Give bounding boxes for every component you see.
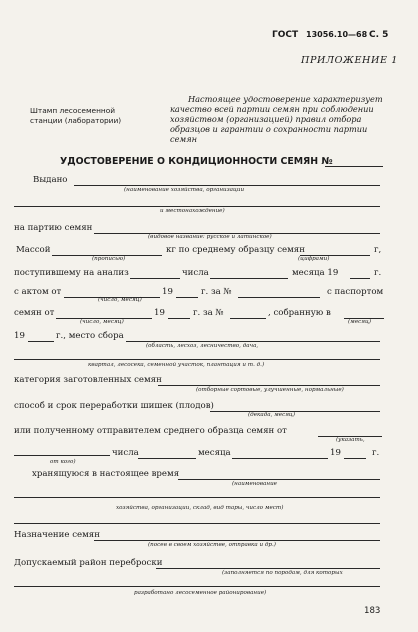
purpose-field[interactable] xyxy=(94,540,380,541)
passport-date-hint: (число, месяц) xyxy=(80,319,124,325)
method-label: способ и срок переработки шишек (плодов) xyxy=(14,401,214,411)
day-label: числа xyxy=(182,268,209,278)
category-field[interactable] xyxy=(158,385,380,386)
intro-line: семян xyxy=(170,134,198,144)
sample-year-field[interactable] xyxy=(344,458,366,459)
act-date-hint: (число, месяц) xyxy=(98,297,142,303)
category-hint: (отборные сортовые, улучшенные, нормальные) xyxy=(196,387,344,393)
indicate-hint: (указать, xyxy=(336,437,365,443)
document-title: УДОСТОВЕРЕНИЕ О КОНДИЦИОННОСТИ СЕМЯН № xyxy=(60,156,333,167)
page-number: 183 xyxy=(364,606,381,616)
intro-line: Настоящее удостоверение характеризует xyxy=(188,94,383,104)
place-field[interactable] xyxy=(126,341,380,342)
place-label: г., место сбора xyxy=(56,331,124,341)
year-suffix-2: г. xyxy=(372,448,380,458)
kg-label: кг по среднему образцу семян xyxy=(166,245,305,255)
location-field[interactable] xyxy=(14,206,380,207)
district-hint: (заполняется по породам, для которых xyxy=(222,570,343,576)
day-label-2: числа xyxy=(112,448,139,458)
seeds-from-label: семян от xyxy=(14,308,55,318)
month-hint: (месяц) xyxy=(348,319,372,325)
certificate-number-field[interactable] xyxy=(325,166,383,167)
passport-year-prefix: 19 xyxy=(154,308,165,318)
quarter-hint: квартал, лесосека, семенной участок, плантация и т. д.) xyxy=(88,362,265,368)
quarter-field[interactable] xyxy=(14,359,380,360)
year-prefix-2: 19 xyxy=(330,448,341,458)
collected-label: , собранную в xyxy=(268,308,331,318)
passport-number-field[interactable] xyxy=(230,318,266,319)
sample-month-field[interactable] xyxy=(138,458,196,459)
month-year-label: месяца 19 xyxy=(292,268,339,278)
received-label: поступившему на анализ xyxy=(14,268,129,278)
name-hint: (наименование xyxy=(232,481,277,487)
act-label: с актом от xyxy=(14,287,62,297)
in-words-hint: (прописью) xyxy=(92,256,126,262)
location-hint: и местонахождение) xyxy=(160,208,225,214)
passport-label: с паспортом xyxy=(327,287,384,297)
collection-year-field[interactable] xyxy=(28,341,54,342)
farm-hint: хозяйства, организации, склад, вид тары, число мест) xyxy=(116,505,284,511)
act-number-label: г. за № xyxy=(201,287,232,297)
appendix-title: ПРИЛОЖЕНИЕ 1 xyxy=(301,55,398,66)
sample-date-field[interactable] xyxy=(232,458,328,459)
issued-label: Выдано xyxy=(33,175,68,185)
category-label: категория заготовленных семян xyxy=(14,375,162,385)
in-digits-hint: (цифрами) xyxy=(298,256,330,262)
passport-year-field[interactable] xyxy=(168,318,190,319)
stamp-line-1: Штамп лесосеменной xyxy=(30,106,116,115)
act-year-field[interactable] xyxy=(176,297,198,298)
species-hint: (видовое название: русское и латинское) xyxy=(148,234,272,240)
page-ref: С. 5 xyxy=(369,30,389,40)
gost-number: 13056.10—68 xyxy=(306,30,368,39)
passport-number-label: г. за № xyxy=(193,308,224,318)
stamp-line-2: станции (лаборатории) xyxy=(30,116,122,125)
year-suffix: г. xyxy=(374,268,382,278)
purpose-label: Назначение семян xyxy=(14,530,100,540)
storage-extra-field[interactable] xyxy=(14,523,380,524)
gost-label: ГОСТ xyxy=(272,30,299,40)
storage-detail-field[interactable] xyxy=(14,497,380,498)
zoning-hint: разработано лесосеменное районирование) xyxy=(134,590,267,596)
received-year-field[interactable] xyxy=(350,278,370,279)
act-number-field[interactable] xyxy=(238,297,320,298)
intro-line: хозяйством (организацией) правил отбора xyxy=(170,114,362,124)
or-received-label: или полученному отправителем среднего образца семян от xyxy=(14,426,287,436)
received-month-field[interactable] xyxy=(210,278,288,279)
place-year-prefix: 19 xyxy=(14,331,25,341)
district-field[interactable] xyxy=(156,568,380,569)
purpose-hint: (посев в своем хозяйстве, отправка и др.) xyxy=(148,542,276,548)
issued-hint: (наименование хозяйства, организации xyxy=(124,187,245,193)
sender-name-field[interactable] xyxy=(14,455,110,456)
received-day-field[interactable] xyxy=(130,278,180,279)
lot-label: на партию семян xyxy=(14,223,93,233)
intro-line: образцов и гарантии о сохранности партии xyxy=(170,124,368,134)
district-extra-field[interactable] xyxy=(14,586,380,587)
issued-field[interactable] xyxy=(74,185,380,186)
stored-label: хранящуюся в настоящее время xyxy=(32,469,180,479)
grams-label: г, xyxy=(374,245,382,255)
from-whom-hint: от кого) xyxy=(50,459,76,465)
district-label: Допускаемый район переброски xyxy=(14,558,163,568)
month-label-2: месяца xyxy=(198,448,231,458)
place-hint: (область, лесхоз, лесничество, дача, xyxy=(146,343,259,349)
intro-line: качество всей партии семян при соблюдении xyxy=(170,104,374,114)
decade-hint: (декада, месяц) xyxy=(248,412,296,418)
storage-field[interactable] xyxy=(178,479,380,480)
intro-paragraph xyxy=(170,94,392,144)
act-year-prefix: 19 xyxy=(162,287,173,297)
mass-label: Массой xyxy=(16,245,51,255)
